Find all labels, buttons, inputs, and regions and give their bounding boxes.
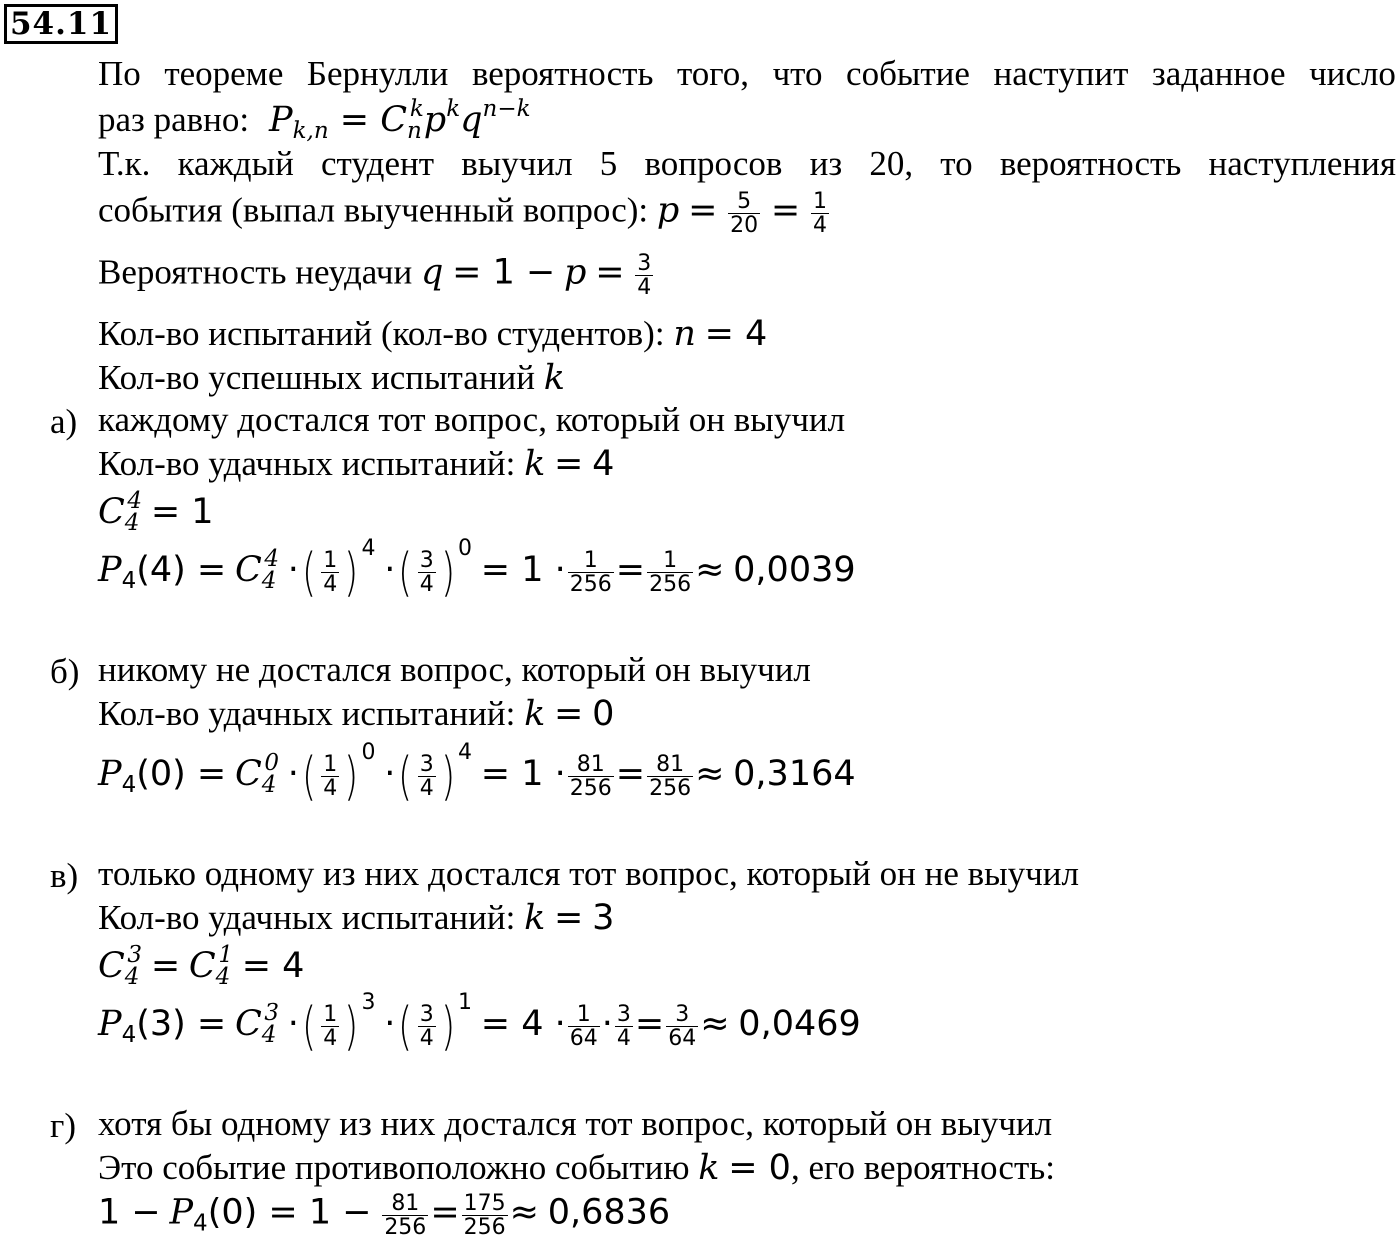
part-a-comb: $C_4^4 = 1$ (98, 488, 214, 536)
intro-line-3-word: 5 (599, 144, 618, 183)
bernoulli-formula: $P_{k,n} = C_n^kp^kq^{n-k}$ (257, 96, 531, 144)
part-d-text-end: , его вероятность: (790, 1148, 1055, 1187)
intro-line-1-word: По (98, 54, 141, 93)
part-a-result: 0,0039 (733, 550, 856, 590)
intro-line-1-word: событие (846, 54, 970, 93)
intro-line-3-word: из (809, 144, 843, 183)
part-a-title: каждому достался тот вопрос, который он выучил (98, 400, 846, 439)
intro-line-3-word: выучил (461, 144, 573, 183)
part-d-formula: $1 - P_4(0) = 1$ − $\frac{81}{256}$ = $\frac{175}{256}$ ≈ 0,6836 (98, 1191, 671, 1241)
problem-number: 54.11 (4, 4, 118, 44)
intro-line-3-word: Т.к. (98, 144, 151, 183)
intro-line-3-word: студент (321, 144, 435, 183)
part-a-k: 4 (592, 444, 615, 484)
part-a-label: а) (50, 402, 78, 441)
intro-line-6-text: Кол-во испытаний (кол-во студентов): (98, 314, 665, 353)
intro-line-5: Вероятность неудачи q = 1 − p = $\frac{3}{4}$ (98, 251, 652, 301)
part-b-formula: $P_4(0) = C_4^0$ ·( $\frac{1}{4}$ ) $^0$ ·( $\frac{3}{4}$ ) $^4$ = 1 · $\frac{81}{256}$ = $\frac{81}{256}$ ≈ 0,3164 (98, 740, 856, 807)
intro-line-2-text: раз равно: (98, 100, 250, 139)
part-c-k: 3 (592, 898, 615, 938)
part-c-trials-text: Кол-во удачных испытаний: (98, 898, 516, 937)
part-b-label: б) (50, 652, 80, 691)
part-c-formula: $P_4(3) = C_4^3$ ·( $\frac{1}{4}$ ) $^3$ ·( $\frac{3}{4}$ ) $^1$ = 4 · $\frac{1}{64}$ · $\frac{3}{4}$ = $\frac{3}{64}$ ≈ 0,0469 (98, 990, 861, 1057)
part-a-trials-text: Кол-во удачных испытаний: (98, 444, 516, 483)
intro-line-3-word: то (940, 144, 973, 183)
p-formula: p (656, 190, 680, 231)
intro-line-3-word: 20, (869, 144, 914, 183)
part-b-trials-text: Кол-во удачных испытаний: (98, 694, 516, 733)
part-b-title: никому не достался вопрос, который он выучил (98, 650, 811, 689)
part-c-comb: $C_4^3 = C_4^1 = 4$ (98, 942, 305, 990)
fraction-3-4: $\frac{3}{4}$ (637, 251, 652, 301)
part-d-text: Это событие противоположно событию k = 0, его вероятность: (98, 1148, 1055, 1188)
part-c-trials: Кол-во удачных испытаний: k = 3 (98, 898, 615, 938)
intro-line-1-word: что (772, 54, 823, 93)
intro-line-1-word: наступит (993, 54, 1129, 93)
part-d-text-start: Это событие противоположно событию (98, 1148, 690, 1187)
part-b-k: 0 (592, 694, 615, 734)
part-c-result: 0,0469 (738, 1004, 861, 1044)
intro-line-2 (98, 98, 531, 143)
part-c-label: в) (50, 856, 79, 895)
intro-line-3 (98, 144, 1396, 184)
intro-line-6: Кол-во испытаний (кол-во студентов): n = 4 (98, 314, 768, 354)
intro-line-4-text: события (выпал выученный вопрос): (98, 190, 649, 230)
intro-line-3-word: вероятность (999, 144, 1182, 183)
intro-line-1-word: вероятность (471, 54, 654, 93)
part-a-trials: Кол-во удачных испытаний: k = 4 (98, 444, 615, 484)
intro-line-1-word: число (1309, 54, 1396, 93)
intro-line-4: события (выпал выученный вопрос): p = $\frac{5}{20}$ = $\frac{1}{4}$ (98, 189, 827, 239)
intro-line-3-word: вопросов (644, 144, 783, 183)
part-a-formula: $P_4(4) = C_4^4$ ·( $\frac{1}{4}$ ) $^4$ ·( $\frac{3}{4}$ ) $^0$ = 1 · $\frac{1}{256}$ = $\frac{1}{256}$ ≈ 0,0039 (98, 536, 856, 603)
intro-line-1-word: Бернулли (306, 54, 449, 93)
intro-line-7-text: Кол-во успешных испытаний (98, 358, 536, 397)
fraction-5-20: $\frac{5}{20}$ (730, 189, 759, 239)
fraction-1-4: $\frac{1}{4}$ (812, 189, 827, 239)
part-d-title: хотя бы одному из них достался тот вопрос, который он выучил (98, 1104, 1053, 1143)
part-b-trials: Кол-во удачных испытаний: k = 0 (98, 694, 615, 734)
part-b-result: 0,3164 (733, 754, 856, 794)
intro-line-5-text: Вероятность неудачи (98, 252, 413, 292)
intro-line-1-word: теореме (164, 54, 284, 93)
intro-line-3-word: каждый (177, 144, 294, 183)
intro-line-1-word: заданное (1151, 54, 1286, 93)
part-d-result: 0,6836 (547, 1192, 671, 1233)
part-d-label: г) (50, 1106, 77, 1145)
intro-line-1-word: того, (676, 54, 750, 93)
part-c-title: только одному из них достался тот вопрос, который он не выучил (98, 854, 1079, 893)
intro-line-7: Кол-во успешных испытаний k (98, 358, 565, 398)
intro-line-1 (98, 54, 1396, 94)
intro-line-3-word: наступления (1208, 144, 1396, 183)
